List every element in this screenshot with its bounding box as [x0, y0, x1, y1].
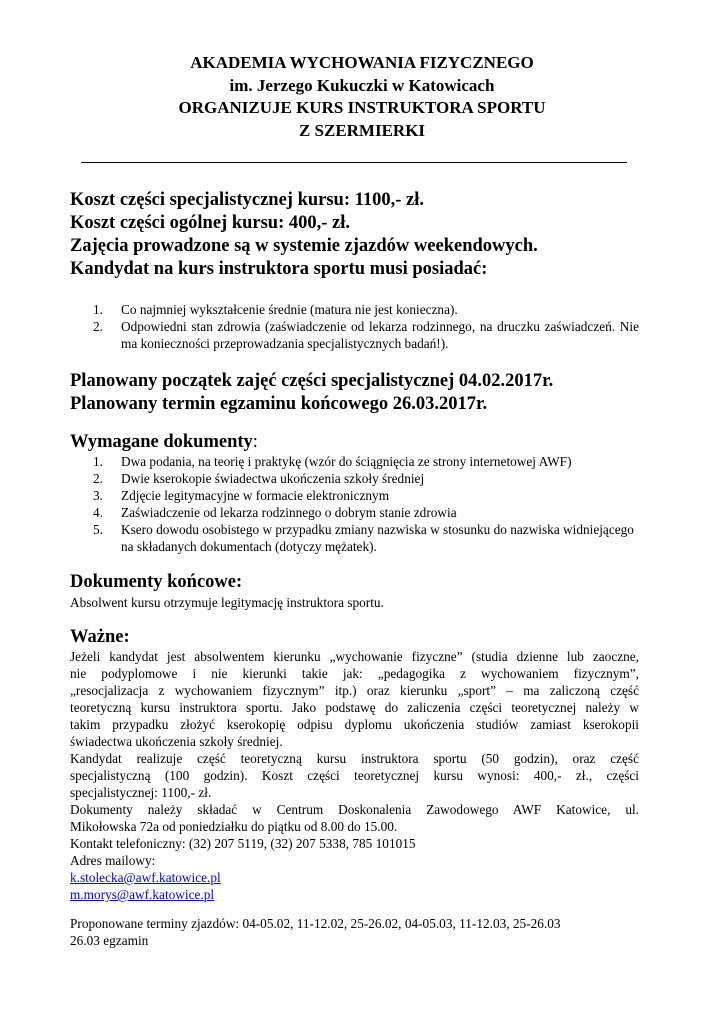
header-patron: im. Jerzego Kukuczki w Katowicach [229, 75, 495, 95]
list-item: 5. Ksero dowodu osobistego w przypadku zmiany nazwiska w stosunku do nazwiska widniejącego na składanych dokumentach (dotyczy mężatek). [93, 522, 634, 554]
final-documents-text: Absolwent kursu otrzymuje legitymację instruktora sportu. [70, 595, 384, 610]
list-item: 3. Zdjęcie legitymacyjne w formacie elektronicznym [93, 488, 390, 503]
planned-start: Planowany początek zajęć części specjalistycznej 04.02.2017r. [70, 371, 554, 391]
email-label: Adres mailowy: [70, 853, 156, 868]
phone-contact: Kontakt telefoniczny: (32) 207 5119, (32) 207 5338, 785 101015 [70, 836, 416, 851]
list-item: 4. Zaświadczenie od lekarza rodzinnego o dobrym stanie zdrowia [93, 505, 457, 520]
header-course: ORGANIZUJE KURS INSTRUKTORA SPORTU [178, 98, 546, 117]
documents-list [93, 453, 639, 555]
header-discipline: Z SZERMIERKI [298, 120, 426, 140]
header-divider [81, 162, 627, 163]
weekend-system: Zajęcia prowadzone są w systemie zjazdów weekendowych. [70, 236, 538, 256]
required-documents-heading: Wymagane dokumenty: [70, 432, 258, 452]
proposed-schedule: Proponowane terminy zjazdów: 04-05.02, 11-12.02, 25-26.02, 04-05.03, 11-12.03, 25-26.03 26.03 egzamin [70, 916, 561, 948]
header-institution: AKADEMIA WYCHOWANIA FIZYCZNEGO [190, 53, 534, 72]
final-documents-heading: Dokumenty końcowe: [70, 572, 243, 592]
candidate-requirements-heading: Kandydat na kurs instruktora sportu musi posiadać: [70, 259, 488, 279]
email-link-stolecka[interactable]: k.stolecka@awf.katowice.pl [70, 870, 221, 885]
list-item: 1. Co najmniej wykształcenie średnie (matura nie jest konieczna). [93, 302, 458, 317]
list-item: 2. Dwie kserokopie świadectwa ukończenia szkoły średniej [93, 471, 425, 486]
list-item: 1. Dwa podania, na teorię i praktykę (wzór do ściągnięcia ze strony internetowej AWF) [93, 454, 572, 469]
email-link-morys[interactable]: m.morys@awf.katowice.pl [70, 887, 215, 902]
cost-specialist: Koszt części specjalistycznej kursu: 1100,- zł. [70, 190, 424, 210]
list-item: 2. Odpowiedni stan zdrowia (zaświadczenie od lekarza rodzinnego, na druczku zaświadczeń. Nie ma konieczności przeprowadzania specjalistycznych badań!). [93, 319, 639, 351]
planned-exam: Planowany termin egzaminu końcowego 26.03.2017r. [70, 394, 488, 414]
important-body: Jeżeli kandydat jest absolwentem kierunku „wychowanie fizyczne” (studia dzienne lub zaoczne, nie podyplomowe i nie kierunki takie jak: „pedagogika z wychowaniem fizycznym”, „resocjalizacja z wychowaniem fizycznym” itp.) oraz kierunku „sport” – ma zaliczoną część teoretyczną kursu instruktora sportu. Jako podstawę do zaliczenia części teoretycznej należy w takim przypadku złożyć kserokopię odpisu dyplomu ukończenia studiów zamiast kserokopii świadectwa ukończenia szkoły średniej. Kandydat realizuje część teoretyczną kursu instruktora sportu (50 godzin), oraz część specjalistyczną (100 godzin). Koszt części teoretycznej kursu wynosi: 400,- zł., części specjalistycznej: 1100,- zł. Dokumenty należy składać w Centrum Doskonalenia Zawodowego AWF Katowice, ul. Mikołowska 72a od poniedziałku do piątku od 8.00 do 15.00. Kontakt telefoniczny: (32) 207 5119, (32) 207 5338, 785 101015 Adres mailowy: k.stolecka@awf.katowice.pl m.morys@awf.katowice.pl [70, 649, 639, 902]
important-heading: Ważne: [70, 627, 130, 647]
cost-general: Koszt części ogólnej kursu: 400,- zł. [70, 213, 351, 233]
requirements-list [93, 301, 639, 352]
document-header [0, 52, 724, 142]
